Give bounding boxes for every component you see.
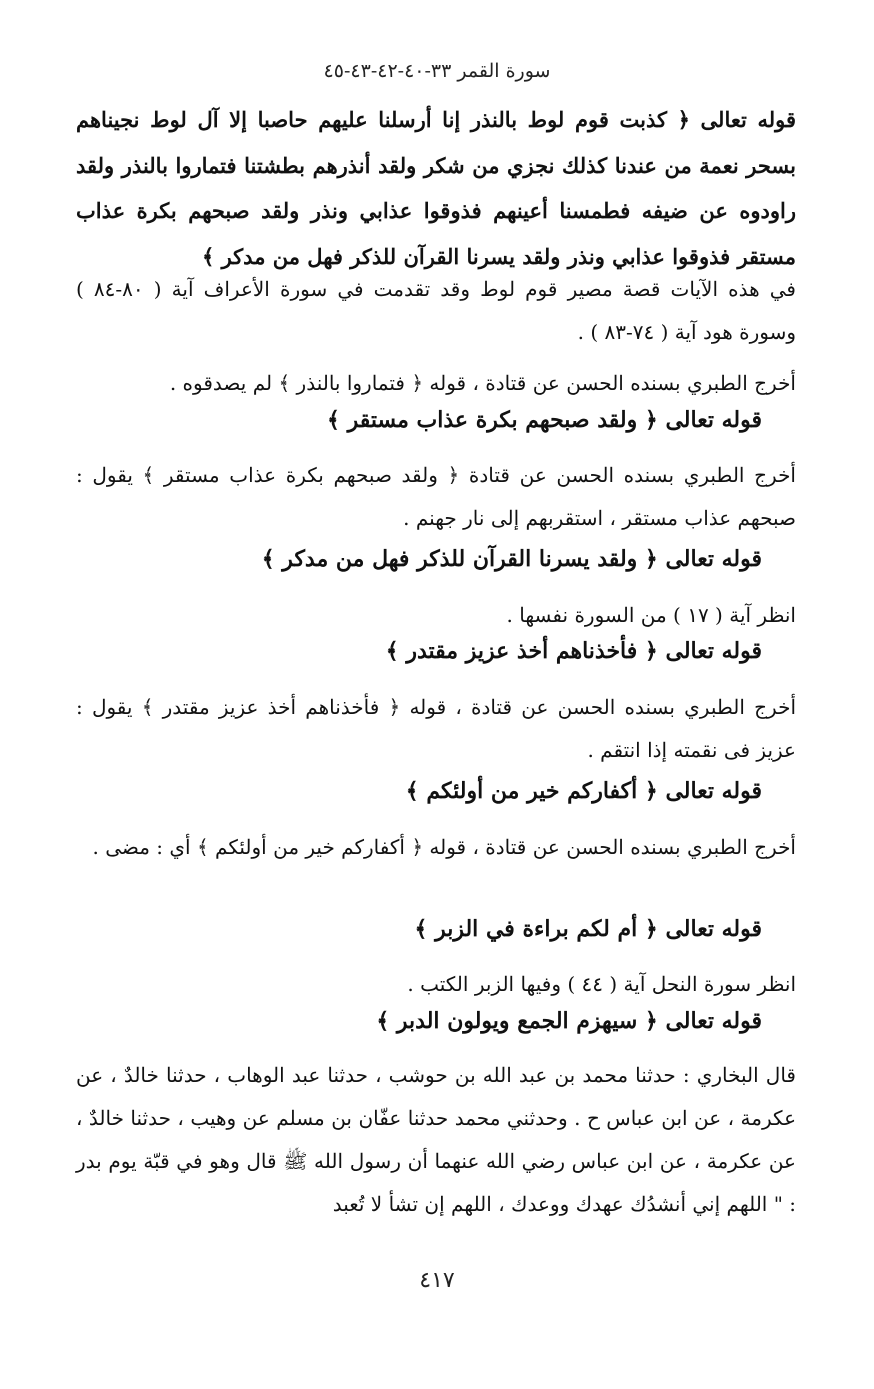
heading-yassarna: قوله تعالى ﴿ ولقد يسرنا القرآن للذكر فهل من مدكر ﴾ xyxy=(261,546,762,572)
paragraph-intro: في هذه الآيات قصة مصير قوم لوط وقد تقدمت في سورة الأعراف آية ( ٨٠-٨٤ ) وسورة هود آية ( ٧٤-٨٣ ) . xyxy=(76,277,796,344)
running-header: سورة القمر ٣٣-٤٠-٤٢-٤٣-٤٥ xyxy=(323,60,551,82)
paragraph-bukhari: قال البخاري : حدثنا محمد بن عبد الله بن حوشب ، حدثنا عبد الوهاب ، حدثنا خالدٌ ، عن عكرمة ، عن ابن عباس ح . وحدثني محمد حدثنا عفّان بن مسلم عن وهيب ، حدثنا خالدٌ ، عن عكرمة ، عن ابن عباس رضي الله عنهما أن رسول الله ﷺ قال وهو في قبّة يوم بدر : " اللهم إني أنشدُك عهدك ووعدك ، اللهم إن تشأ لا تُعبد xyxy=(76,1063,796,1216)
paragraph-tabari-sabbahahum: أخرج الطبري بسنده الحسن عن قتادة ﴿ ولقد صبحهم بكرة عذاب مستقر ﴾ يقول : صبحهم عذاب مستقر ، استقربهم إلى نار جهنم . xyxy=(76,463,796,530)
heading-akuffarukum: قوله تعالى ﴿ أكفاركم خير من أولئكم ﴾ xyxy=(405,778,762,804)
heading-akhadhnahum: قوله تعالى ﴿ فأخذناهم أخذ عزيز مقتدر ﴾ xyxy=(385,638,762,664)
heading-baraah: قوله تعالى ﴿ أم لكم براءة في الزبر ﴾ xyxy=(414,916,762,942)
paragraph-see-nahl: انظر سورة النحل آية ( ٤٤ ) وفيها الزبر الكتب . xyxy=(407,972,796,996)
paragraph-tabari-akuffarukum: أخرج الطبري بسنده الحسن عن قتادة ، قوله ﴿ أكفاركم خير من أولئكم ﴾ أي : مضى . xyxy=(92,835,796,859)
heading-sabbahahum: قوله تعالى ﴿ ولقد صبحهم بكرة عذاب مستقر ﴾ xyxy=(327,407,762,433)
verse-passage: قوله تعالى ﴿ كذبت قوم لوط بالنذر إنا أرسلنا عليهم حاصبا إلا آل لوط نجيناهم بسحر نعمة من عندنا كذلك نجزي من شكر ولقد أنذرهم بطشتنا فتماروا بالنذر ولقد راودوه عن ضيفه فطمسنا أعينهم فذوقوا عذابي ونذر ولقد صبحهم بكرة عذاب مستقر فذوقوا عذابي ونذر ولقد يسرنا القرآن للذكر فهل من مدكر ﴾ xyxy=(76,107,796,269)
paragraph-tabari-tamaru: أخرج الطبري بسنده الحسن عن قتادة ، قوله ﴿ فتماروا بالنذر ﴾ لم يصدقوه . xyxy=(169,371,796,395)
heading-sayuhzam: قوله تعالى ﴿ سيهزم الجمع ويولون الدبر ﴾ xyxy=(376,1008,762,1034)
paragraph-see-verse-17: انظر آية ( ١٧ ) من السورة نفسها . xyxy=(506,603,796,627)
page-number: ٤١٧ xyxy=(419,1268,455,1293)
paragraph-tabari-akhadhnahum: أخرج الطبري بسنده الحسن عن قتادة ، قوله ﴿ فأخذناهم أخذ عزيز مقتدر ﴾ يقول : عزيز فى نقمته إذا انتقم . xyxy=(76,695,796,762)
